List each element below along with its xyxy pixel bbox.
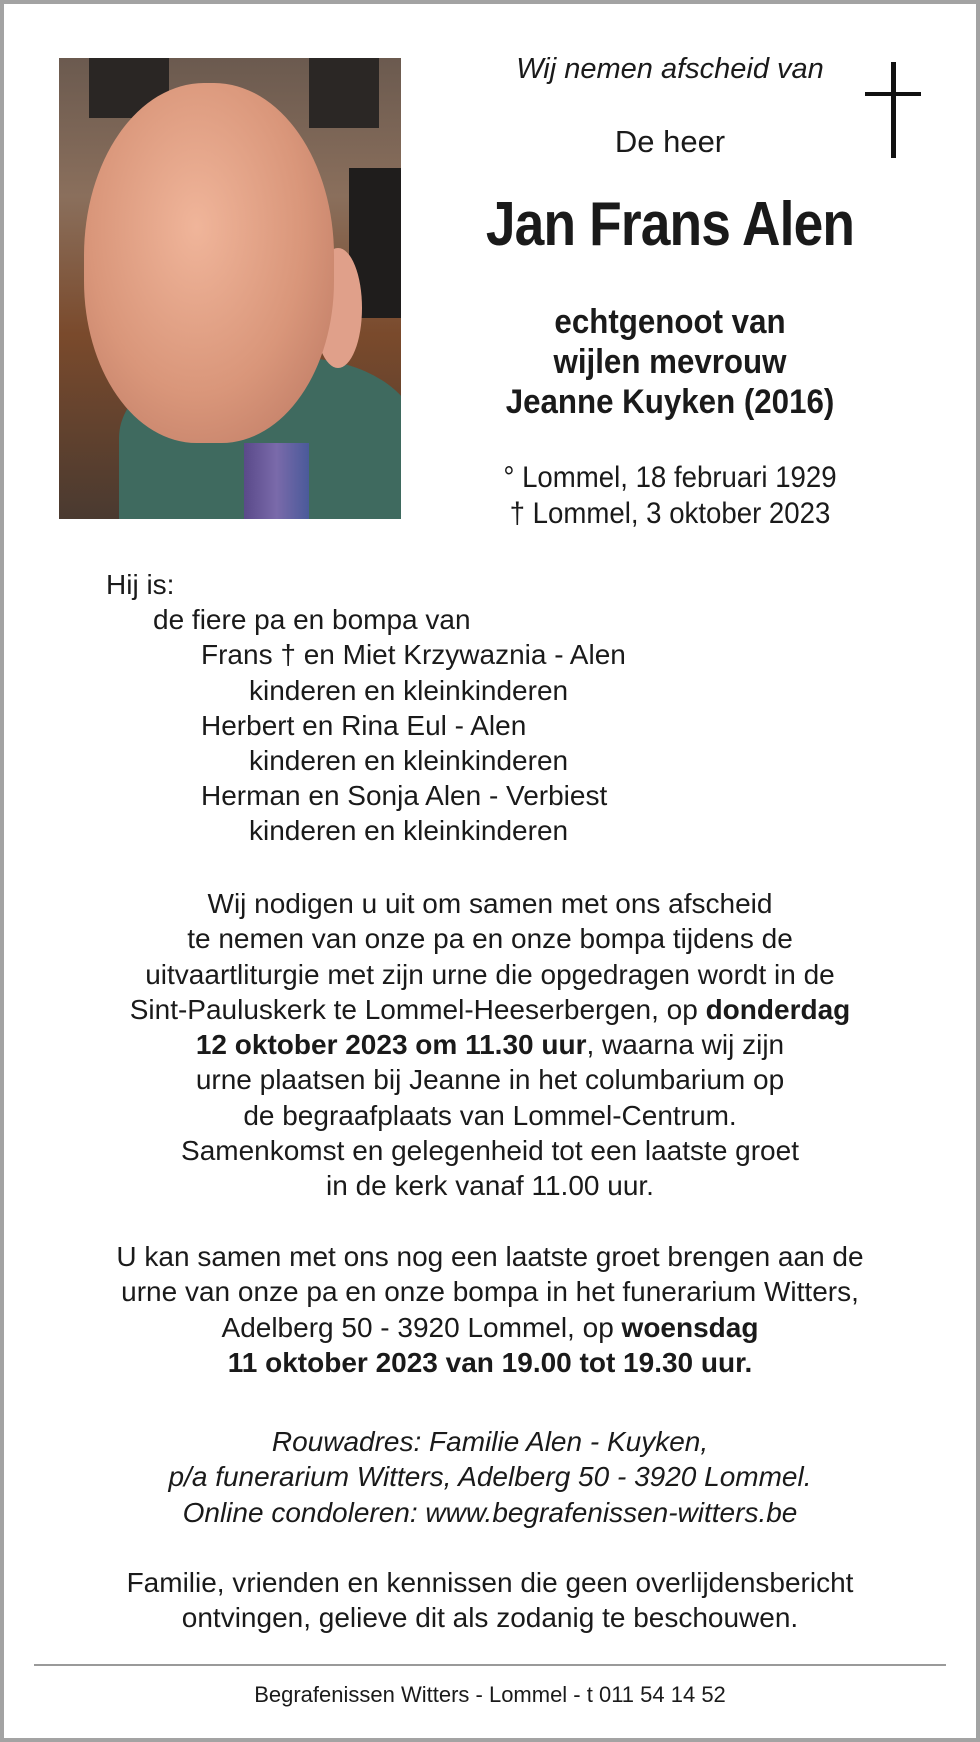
- footer-divider: [34, 1664, 946, 1666]
- funeral-paragraph: Wij nodigen u uit om samen met ons afscheid te nemen van onze pa en onze bompa tijdens de uitvaartliturgie met zijn urne die opgedragen wordt in de Sint-Pauluskerk te Lommel-Heeserbergen, op donderdag 12 oktober 2023 om 11.30 uur, waarna wij zijn urne plaatsen bij Jeanne in het columbarium op de begraafplaats van Lommel-Centrum. Samenkomst en gelegenheid tot een laatste groet in de kerk vanaf 11.00 uur.: [129, 888, 851, 1202]
- notice-paragraph: Familie, vrienden en kennissen die geen overlijdensbericht ontvingen, gelieve dit als zodanig te beschouwen.: [126, 1567, 854, 1634]
- life-dates: [440, 460, 900, 532]
- deceased-name: Jan Frans Alen: [485, 190, 855, 259]
- spouse-info: echtgenoot van wijlen mevrouw Jeanne Kuyken (2016): [505, 303, 835, 421]
- family-line: Herbert en Rina Eul - Alen: [201, 710, 527, 741]
- footer-text: Begrafenissen Witters - Lommel - t 011 54 14 52: [254, 1682, 726, 1707]
- condolence-link: Online condoleren: www.begrafenissen-witters.be: [182, 1496, 798, 1528]
- birth-date: ° Lommel, 18 februari 1929: [503, 461, 837, 494]
- family-line: kinderen en kleinkinderen: [249, 745, 569, 776]
- family-line: kinderen en kleinkinderen: [249, 675, 569, 706]
- death-date: † Lommel, 3 oktober 2023: [509, 497, 831, 530]
- family-line: de fiere pa en bompa van: [153, 604, 471, 635]
- family-line: Frans † en Miet Krzywaznia - Alen: [201, 639, 626, 670]
- family-line: kinderen en kleinkinderen: [249, 815, 569, 846]
- visitation-paragraph: U kan samen met ons nog een laatste groet brengen aan de urne van onze pa en onze bompa in het funerarium Witters, Adelberg 50 - 3920 Lommel, op woensdag 11 oktober 2023 van 19.00 tot 19.30 uur.: [116, 1241, 864, 1378]
- family-line: Herman en Sonja Alen - Verbiest: [201, 780, 608, 811]
- address-paragraph: Rouwadres: Familie Alen - Kuyken, p/a funerarium Witters, Adelberg 50 - 3920 Lommel. Online condoleren: www.begrafenissen-witters.be: [20, 1424, 960, 1530]
- portrait-photo: [59, 58, 401, 519]
- family-intro: Hij is:: [106, 569, 175, 600]
- intro-text: Wij nemen afscheid van: [516, 53, 824, 85]
- honorific: De heer: [614, 124, 726, 159]
